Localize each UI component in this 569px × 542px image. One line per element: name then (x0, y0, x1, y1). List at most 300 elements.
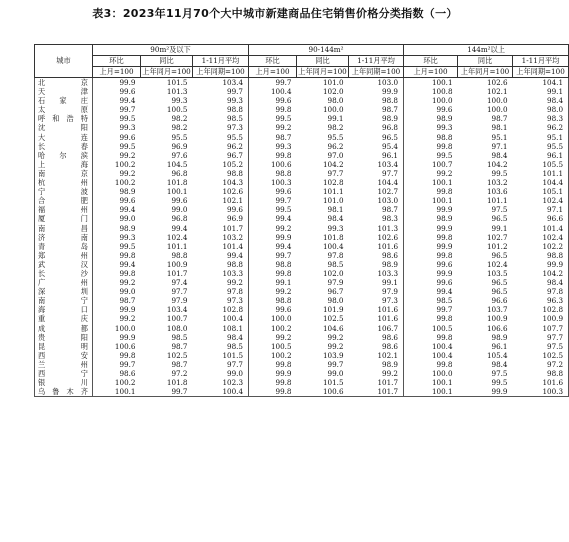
subhead-avg: 1-11月平均 (349, 56, 404, 67)
index-value: 96.7 (193, 151, 249, 160)
index-value: 97.7 (513, 333, 569, 342)
group-header-large: 144m²以上 (404, 45, 569, 56)
table-row (35, 378, 569, 387)
city-name: 兰 州 (35, 360, 93, 369)
index-value: 95.5 (193, 133, 249, 142)
base-yoy: 上年同月=100 (142, 67, 191, 76)
index-value: 99.6 (119, 87, 136, 97)
index-value: 100.2 (270, 350, 292, 360)
index-value: 98.0 (513, 105, 569, 114)
index-value: 102.2 (513, 242, 569, 251)
index-value: 98.6 (349, 342, 404, 351)
index-value: 103.2 (486, 178, 508, 188)
index-value: 99.5 (119, 141, 136, 151)
index-value: 99.9 (458, 387, 513, 397)
index-value: 99.8 (275, 359, 292, 369)
index-value: 100.1 (404, 387, 458, 397)
table-row (35, 242, 569, 251)
subhead-avg: 1-11月平均 (193, 56, 249, 67)
base-mom: 上月=100 (404, 67, 458, 78)
index-value: 96.3 (513, 296, 569, 305)
index-value: 97.3 (193, 296, 249, 305)
base-yoy: 上年同月=100 (298, 67, 347, 76)
table-row (35, 96, 569, 105)
index-value: 99.5 (119, 114, 136, 124)
city-name: 合 肥 (35, 196, 93, 205)
index-value: 99.8 (436, 332, 453, 342)
index-value: 97.1 (491, 141, 508, 151)
city-name: 沈 阳 (35, 123, 93, 132)
index-value: 106.6 (486, 323, 508, 333)
table-row (35, 387, 569, 397)
index-value: 101.6 (349, 242, 404, 251)
index-value: 96.5 (349, 133, 404, 142)
index-value: 99.8 (436, 359, 453, 369)
index-value: 100.7 (431, 159, 453, 169)
index-value: 99.8 (436, 314, 453, 324)
table-row (35, 369, 569, 378)
index-value: 100.6 (297, 387, 349, 397)
index-value: 104.3 (193, 178, 249, 187)
city-name: 长 春 (35, 142, 93, 151)
index-value: 101.7 (349, 378, 404, 387)
index-value: 99.6 (171, 196, 188, 206)
city-name: 西 安 (35, 351, 93, 360)
city-name: 南 宁 (35, 296, 93, 305)
index-value: 96.2 (513, 123, 569, 132)
index-value: 103.9 (322, 350, 344, 360)
group-header-small: 90m²及以下 (93, 45, 249, 56)
index-value: 97.0 (327, 150, 344, 160)
index-value: 99.0 (119, 214, 136, 224)
index-value: 101.6 (349, 305, 404, 314)
index-value: 99.0 (193, 369, 249, 378)
index-value: 105.1 (513, 187, 569, 196)
index-value: 98.1 (491, 123, 508, 133)
index-value: 102.8 (322, 178, 344, 188)
group-header-medium: 90-144m² (249, 45, 404, 56)
table-row (35, 178, 569, 187)
index-value: 98.8 (193, 169, 249, 178)
table-row (35, 133, 569, 142)
city-name: 石家庄 (35, 96, 93, 105)
index-value: 99.4 (436, 287, 453, 297)
city-name: 海 口 (35, 305, 93, 314)
index-value: 99.6 (275, 305, 292, 315)
index-value: 101.0 (322, 196, 344, 206)
index-value: 99.4 (119, 259, 136, 269)
city-name: 广 州 (35, 278, 93, 287)
index-value: 98.6 (349, 251, 404, 260)
index-value: 99.0 (327, 369, 344, 378)
index-value: 100.0 (270, 314, 292, 324)
index-value: 102.6 (349, 233, 404, 242)
index-value: 98.8 (275, 168, 292, 178)
index-value: 99.3 (119, 123, 136, 133)
index-value: 99.3 (275, 141, 292, 151)
index-value: 99.5 (275, 114, 292, 124)
index-value: 98.6 (349, 333, 404, 342)
index-value: 99.7 (119, 105, 136, 115)
table-row (35, 269, 569, 278)
index-value: 99.5 (119, 241, 136, 251)
index-value: 100.3 (270, 178, 292, 188)
index-value: 99.1 (349, 278, 404, 287)
index-value: 100.4 (270, 87, 292, 97)
city-name: 重 庆 (35, 314, 93, 323)
index-value: 96.8 (171, 214, 188, 224)
index-value: 98.5 (193, 114, 249, 123)
index-value: 98.2 (171, 114, 188, 124)
index-value: 100.1 (166, 187, 188, 197)
index-value: 98.4 (491, 150, 508, 160)
index-value: 97.9 (171, 296, 188, 306)
index-value: 101.9 (322, 305, 344, 315)
index-value: 101.1 (513, 169, 569, 178)
index-value: 102.6 (193, 187, 249, 196)
index-value: 100.5 (166, 105, 188, 115)
index-value: 95.1 (491, 132, 508, 142)
index-value: 99.9 (436, 241, 453, 251)
table-row (35, 142, 569, 151)
index-value: 102.4 (513, 196, 569, 205)
index-value: 99.5 (275, 205, 292, 215)
index-value: 100.4 (193, 387, 249, 397)
table-row (35, 260, 569, 269)
index-value: 101.0 (322, 78, 344, 87)
index-value: 96.1 (513, 151, 569, 160)
index-value: 99.6 (275, 96, 292, 106)
table-row (35, 287, 569, 296)
index-value: 98.9 (119, 223, 136, 233)
index-value: 98.8 (193, 260, 249, 269)
index-value: 99.6 (275, 187, 292, 197)
city-column-header: 城市 (35, 45, 93, 78)
index-value: 95.1 (513, 133, 569, 142)
index-value: 96.2 (327, 141, 344, 151)
index-value: 99.9 (349, 87, 404, 96)
table-row (35, 278, 569, 287)
table-row (35, 87, 569, 96)
index-value: 97.5 (513, 342, 569, 351)
index-value: 100.2 (114, 159, 136, 169)
index-value: 97.4 (171, 278, 188, 288)
index-value: 99.9 (436, 205, 453, 215)
index-value: 98.8 (349, 96, 404, 105)
index-value: 101.7 (349, 387, 404, 397)
index-value: 97.7 (349, 169, 404, 178)
city-name: 青 岛 (35, 242, 93, 251)
table-row (35, 224, 569, 233)
index-value: 98.5 (193, 342, 249, 351)
index-value: 98.5 (327, 259, 344, 269)
index-value: 99.9 (436, 223, 453, 233)
base-avg: 上年同期=100 (193, 67, 249, 78)
index-value: 99.4 (275, 214, 292, 224)
index-value: 99.1 (491, 223, 508, 233)
index-value: 99.5 (436, 150, 453, 160)
index-value: 102.4 (486, 259, 508, 269)
table-row (35, 214, 569, 223)
index-value: 100.1 (431, 378, 453, 388)
index-value: 98.8 (513, 251, 569, 260)
index-value: 102.0 (322, 268, 344, 278)
index-value: 100.0 (486, 96, 508, 106)
index-value: 99.3 (171, 96, 188, 106)
index-value: 99.2 (327, 341, 344, 351)
index-value: 102.4 (166, 232, 188, 242)
index-value: 98.3 (513, 114, 569, 123)
index-value: 98.5 (436, 296, 453, 306)
index-value: 99.7 (327, 359, 344, 369)
index-value: 102.0 (322, 87, 344, 97)
index-value: 98.0 (327, 96, 344, 106)
base-avg: 上年同期=100 (513, 67, 569, 78)
index-value: 104.6 (322, 323, 344, 333)
index-value: 101.1 (322, 187, 344, 197)
index-value: 99.2 (275, 123, 292, 133)
index-value: 100.1 (431, 178, 453, 188)
index-value: 107.7 (513, 324, 569, 333)
index-value: 97.5 (491, 205, 508, 215)
index-value: 99.2 (327, 332, 344, 342)
index-value: 104.2 (513, 269, 569, 278)
index-value: 105.4 (486, 350, 508, 360)
index-value: 103.7 (486, 305, 508, 315)
index-value: 95.5 (513, 142, 569, 151)
index-value: 98.4 (513, 278, 569, 287)
base-avg: 上年同期=100 (349, 67, 404, 78)
index-value: 99.9 (436, 268, 453, 278)
index-value: 96.5 (491, 287, 508, 297)
index-value: 106.7 (349, 324, 404, 333)
index-value: 100.4 (431, 341, 453, 351)
index-value: 100.9 (486, 314, 508, 324)
index-value: 98.3 (349, 214, 404, 223)
index-value: 104.2 (322, 159, 344, 169)
subhead-yoy: 同比 (141, 56, 193, 67)
index-value: 99.7 (193, 87, 249, 96)
table-row (35, 305, 569, 314)
index-value: 99.4 (119, 205, 136, 215)
index-value: 99.4 (171, 223, 188, 233)
city-name: 北 京 (35, 78, 93, 88)
index-value: 99.7 (275, 78, 292, 87)
index-value: 99.7 (275, 196, 292, 206)
index-value: 99.8 (436, 187, 453, 197)
index-value: 96.7 (327, 287, 344, 297)
city-name: 乌鲁木齐 (35, 387, 93, 397)
index-value: 97.9 (327, 278, 344, 288)
index-value: 101.5 (322, 378, 344, 388)
index-value: 101.3 (166, 87, 188, 97)
index-value: 99.1 (275, 278, 292, 288)
index-value: 96.5 (491, 250, 508, 260)
index-value: 100.6 (114, 341, 136, 351)
city-name: 银 川 (35, 378, 93, 387)
index-value: 97.3 (193, 123, 249, 132)
city-name: 昆 明 (35, 342, 93, 351)
table-body (35, 78, 569, 397)
index-value: 99.7 (275, 250, 292, 260)
index-value: 100.3 (513, 387, 569, 397)
index-value: 99.4 (193, 251, 249, 260)
table-row (35, 151, 569, 160)
table-row (35, 314, 569, 323)
index-value: 99.5 (491, 168, 508, 178)
index-value: 98.4 (491, 359, 508, 369)
index-value: 103.0 (349, 196, 404, 205)
index-value: 101.6 (349, 314, 404, 323)
index-value: 108.1 (193, 324, 249, 333)
index-value: 97.5 (491, 369, 508, 378)
index-value: 101.2 (486, 241, 508, 251)
index-value: 95.5 (171, 132, 188, 142)
index-value: 97.9 (349, 287, 404, 296)
subhead-yoy: 同比 (458, 56, 513, 67)
subhead-yoy: 同比 (297, 56, 349, 67)
table-row (35, 251, 569, 260)
table-row (35, 196, 569, 205)
index-value: 96.1 (491, 341, 508, 351)
index-value: 101.5 (193, 351, 249, 360)
index-value: 97.7 (171, 287, 188, 297)
index-value: 99.2 (119, 278, 136, 288)
subhead-mom: 环比 (404, 56, 458, 67)
city-name: 天 津 (35, 87, 93, 96)
index-value: 97.6 (171, 150, 188, 160)
city-name: 西 宁 (35, 369, 93, 378)
index-value: 100.0 (431, 369, 453, 378)
index-value: 102.6 (486, 78, 508, 87)
index-value: 99.3 (119, 232, 136, 242)
index-value: 100.2 (114, 178, 136, 188)
table-row (35, 78, 569, 88)
index-value: 101.7 (166, 268, 188, 278)
index-value: 100.1 (431, 78, 453, 87)
table-row (35, 169, 569, 178)
index-value: 100.0 (486, 105, 508, 115)
index-value: 101.6 (513, 378, 569, 387)
page-title: 表3：2023年11月70个大中城市新建商品住宅销售价格分类指数（一） (92, 7, 458, 20)
index-value: 98.6 (119, 369, 136, 378)
index-value: 100.4 (431, 350, 453, 360)
table-row (35, 105, 569, 114)
index-value: 98.8 (171, 250, 188, 260)
index-value: 99.4 (119, 96, 136, 106)
index-value: 96.6 (491, 296, 508, 306)
index-value: 104.4 (513, 178, 569, 187)
index-value: 101.1 (486, 196, 508, 206)
index-value: 99.6 (193, 205, 249, 214)
city-name: 济 南 (35, 233, 93, 242)
table-row (35, 333, 569, 342)
table-row (35, 324, 569, 333)
index-value: 99.5 (491, 378, 508, 388)
index-value: 99.6 (436, 278, 453, 288)
index-value: 101.8 (166, 378, 188, 388)
index-value: 98.8 (275, 259, 292, 269)
city-name: 哈尔滨 (35, 151, 93, 160)
index-value: 96.9 (171, 141, 188, 151)
index-value: 97.8 (513, 287, 569, 296)
index-value: 100.1 (431, 196, 453, 206)
index-value: 102.7 (349, 187, 404, 196)
index-value: 102.8 (193, 305, 249, 314)
index-value: 104.5 (166, 159, 188, 169)
index-value: 98.8 (513, 369, 569, 378)
index-value: 102.5 (166, 350, 188, 360)
index-value: 98.8 (436, 132, 453, 142)
index-value: 98.8 (193, 105, 249, 114)
index-value: 103.4 (166, 305, 188, 315)
index-value: 95.4 (349, 142, 404, 151)
index-value: 101.3 (349, 224, 404, 233)
index-value: 104.1 (513, 78, 569, 88)
index-value: 96.9 (193, 214, 249, 223)
index-value: 101.8 (322, 232, 344, 242)
index-value: 99.1 (327, 114, 344, 124)
index-value: 100.0 (431, 96, 453, 106)
index-value: 99.2 (119, 314, 136, 324)
index-value: 100.4 (193, 314, 249, 323)
index-value: 95.5 (327, 132, 344, 142)
index-value: 103.0 (349, 78, 404, 88)
subhead-mom: 环比 (93, 56, 141, 67)
city-name: 福 州 (35, 205, 93, 214)
index-value: 98.2 (171, 123, 188, 133)
table-row (35, 233, 569, 242)
price-index-table (34, 44, 569, 397)
index-value: 99.9 (275, 369, 292, 378)
index-value: 99.2 (349, 369, 404, 378)
index-value: 102.8 (513, 305, 569, 314)
index-value: 100.5 (270, 341, 292, 351)
index-value: 100.6 (270, 159, 292, 169)
city-name: 武 汉 (35, 260, 93, 269)
table-row (35, 114, 569, 123)
index-value: 99.8 (275, 268, 292, 278)
index-value: 100.7 (166, 314, 188, 324)
city-name: 宁 波 (35, 187, 93, 196)
index-value: 108.0 (166, 323, 188, 333)
index-value: 105.5 (513, 160, 569, 169)
index-value: 100.9 (166, 259, 188, 269)
index-value: 101.5 (166, 78, 188, 87)
index-value: 99.4 (275, 241, 292, 251)
index-value: 99.2 (275, 287, 292, 297)
index-value: 99.6 (119, 196, 136, 206)
city-name: 成 都 (35, 324, 93, 333)
subhead-avg: 1-11月平均 (513, 56, 569, 67)
index-value: 103.5 (486, 268, 508, 278)
index-value: 99.1 (513, 87, 569, 96)
index-value: 102.4 (513, 233, 569, 242)
base-yoy: 上年同月=100 (458, 67, 513, 78)
index-value: 99.8 (119, 250, 136, 260)
index-value: 103.3 (349, 269, 404, 278)
index-value: 99.2 (275, 332, 292, 342)
index-value: 103.3 (193, 269, 249, 278)
index-value: 99.6 (436, 105, 453, 115)
index-value: 101.1 (166, 241, 188, 251)
index-value: 98.9 (349, 260, 404, 269)
index-value: 99.9 (119, 305, 136, 315)
index-value: 99.9 (119, 78, 136, 87)
index-value: 99.7 (141, 387, 193, 397)
index-value: 100.0 (322, 105, 344, 115)
table-header (35, 45, 569, 78)
